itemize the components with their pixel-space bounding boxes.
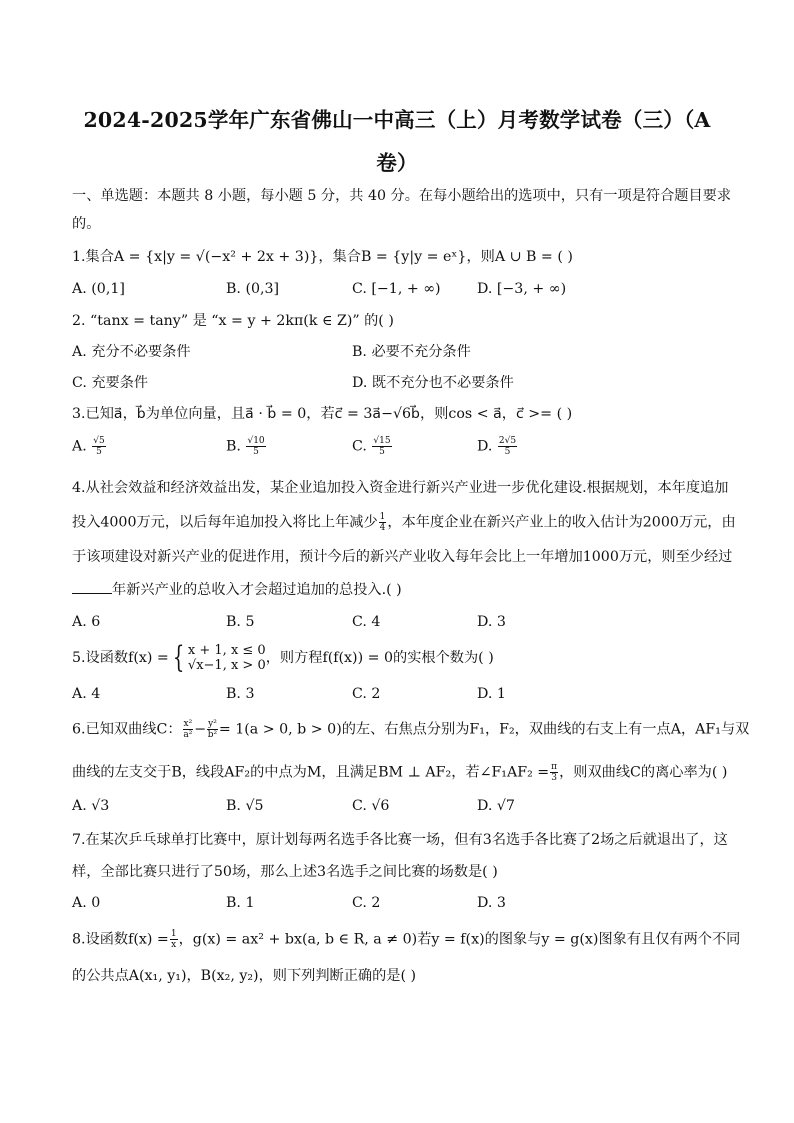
question-4-line-1: 4.从社会效益和经济效益出发，某企业追加投入资金进行新兴产业进一步优化建设.根据规划，本年度追加 — [72, 480, 729, 496]
question-5-option-a: A. 4 — [72, 686, 101, 702]
question-2-stem: 2. “tanx = tany” 是 “x = y + 2kπ(k ∈ Z)” 的( ) — [72, 313, 394, 329]
fraction-denominator: 5 — [253, 447, 259, 457]
text-segment: − — [194, 721, 207, 738]
question-4-line-2 — [72, 512, 736, 533]
question-1-option-c: C. [−1, + ∞) — [352, 281, 441, 297]
question-7-option-a: A. 0 — [72, 895, 101, 911]
fraction-numerator: 2√5 — [498, 436, 517, 446]
question-1-option-b: B. (0,3] — [226, 281, 280, 297]
option-label: B. — [226, 438, 241, 455]
question-4-option-d: D. 3 — [477, 614, 506, 630]
question-4-option-b: B. 5 — [226, 614, 255, 630]
text-segment: 5.设函数f(x) = — [72, 650, 169, 666]
fraction — [379, 512, 387, 533]
question-7-option-d: D. 3 — [477, 895, 506, 911]
exam-title-line2: 卷） — [376, 151, 418, 175]
fraction-denominator: b² — [207, 730, 218, 740]
question-1-option-d: D. [−3, + ∞) — [477, 281, 567, 297]
question-7-option-c: C. 2 — [352, 895, 381, 911]
fraction — [550, 762, 558, 783]
question-4-line-3: 于该项建设对新兴产业的促进作用，预计今后的新兴产业收入每年会比上一年增加1000万元，则至少经过 — [72, 549, 733, 565]
text-segment: ，则双曲线C的离心率为( ) — [559, 764, 728, 781]
fraction-numerator: √15 — [373, 436, 391, 446]
question-2-option-d: D. 既不充分也不必要条件 — [352, 375, 514, 391]
fraction — [498, 436, 517, 457]
question-3-option-a — [72, 436, 107, 457]
question-6-option-d: D. √7 — [477, 798, 515, 814]
text-segment: 投入4000万元，以后每年追加投入将比上年减少 — [72, 514, 378, 531]
section-header-cont: 的。 — [72, 216, 101, 232]
question-1-stem: 1.集合A = {x|y = √(−x² + 2x + 3)}，集合B = {y|y = eˣ}，则A ∪ B = ( ) — [72, 249, 573, 265]
text-segment: 曲线的左支交于B，线段AF₂的中点为M，且满足BM ⊥ AF₂，若∠F₁AF₂ = — [72, 764, 550, 781]
question-4-line-4 — [72, 580, 402, 600]
question-6-option-c: C. √6 — [352, 798, 390, 814]
question-4-option-c: C. 4 — [352, 614, 381, 630]
question-8-line-2: 的公共点A(x₁, y₁)，B(x₂, y₂)，则下列判断正确的是( ) — [72, 968, 417, 984]
question-6-line-1 — [72, 719, 749, 740]
fraction — [207, 719, 218, 740]
question-8-line-1 — [72, 929, 740, 950]
fraction-numerator: 1 — [170, 929, 177, 939]
text-segment: ，g(x) = ax² + bx(a, b ∈ R, a ≠ 0)若y = f(x)的图象与y = g(x)图象有且仅有两个不同 — [178, 931, 741, 948]
fraction-numerator: x² — [183, 719, 193, 729]
fraction — [246, 436, 265, 457]
question-3-option-b — [226, 436, 267, 457]
text-segment: ，则方程f(f(x)) = 0的实根个数为( ) — [265, 650, 494, 666]
brace-glyph: { — [172, 640, 185, 675]
piecewise-cases — [188, 643, 266, 673]
question-6-option-b: B. √5 — [226, 798, 264, 814]
text-segment: 年新兴产业的总收入才会超过追加的总投入.( ) — [112, 582, 402, 598]
text-segment: ，本年度企业在新兴产业上的收入估计为2000万元，由 — [387, 514, 736, 531]
question-3-option-c — [352, 436, 393, 457]
fraction — [372, 436, 391, 457]
case-1: x + 1, x ≤ 0 — [187, 643, 266, 658]
fraction — [183, 719, 194, 740]
question-3-option-d — [477, 436, 518, 457]
text-segment: = 1(a > 0, b > 0)的左、右焦点分别为F₁，F₂，双曲线的右支上有一点A，AF₁与双 — [218, 721, 750, 738]
fraction-numerator: y² — [208, 719, 217, 729]
question-4-option-a: A. 6 — [72, 614, 101, 630]
fraction-denominator: 5 — [96, 447, 102, 457]
case-2: √x−1, x > 0 — [187, 658, 266, 673]
question-5-option-b: B. 3 — [226, 686, 255, 702]
fraction-numerator: √10 — [247, 436, 265, 446]
question-5-stem — [72, 640, 494, 675]
question-2-option-a: A. 充分不必要条件 — [72, 344, 191, 360]
answer-blank — [72, 581, 112, 594]
question-2-option-c: C. 充要条件 — [72, 375, 149, 391]
question-3-stem: 3.已知a⃗，b⃗为单位向量，且a⃗ · b⃗ = 0，若c⃗ = 3a⃗−√6b⃗，则cos < a⃗，c⃗ >= ( ) — [72, 406, 573, 422]
option-label: A. — [72, 438, 87, 455]
option-label: C. — [352, 438, 367, 455]
question-2-option-b: B. 必要不充分条件 — [352, 344, 471, 360]
question-7-line-2: 样，全部比赛只进行了50场，那么上述3名选手之间比赛的场数是( ) — [72, 864, 498, 880]
question-7-option-b: B. 1 — [226, 895, 255, 911]
option-label: D. — [477, 438, 493, 455]
fraction-numerator: π — [551, 762, 558, 772]
fraction-denominator: a² — [183, 730, 193, 740]
section-header: 一、单选题：本题共 8 小题，每小题 5 分，共 40 分。在每小题给出的选项中，只有一项是符合题目要求 — [72, 188, 732, 204]
exam-title-line1: 2024-2025学年广东省佛山一中高三（上）月考数学试卷（三）（A — [83, 108, 711, 132]
text-segment: 6.已知双曲线C： — [72, 721, 182, 738]
question-5-option-d: D. 1 — [477, 686, 506, 702]
question-5-option-c: C. 2 — [352, 686, 381, 702]
fraction-denominator: x — [171, 940, 177, 950]
question-6-line-2 — [72, 762, 727, 783]
question-7-line-1: 7.在某次乒乓球单打比赛中，原计划每两名选手各比赛一场，但有3名选手各比赛了2场之后就退出了，这 — [72, 832, 728, 848]
question-6-option-a: A. √3 — [72, 798, 110, 814]
fraction-denominator: 4 — [379, 523, 386, 533]
question-1-option-a: A. (0,1] — [72, 281, 125, 297]
fraction — [92, 436, 105, 457]
fraction — [170, 929, 178, 950]
text-segment: 8.设函数f(x) = — [72, 931, 169, 948]
fraction-numerator: √5 — [93, 436, 105, 446]
fraction-denominator: 5 — [504, 447, 511, 457]
fraction-denominator: 3 — [551, 773, 557, 783]
fraction-numerator: 1 — [379, 512, 386, 522]
fraction-denominator: 5 — [379, 447, 385, 457]
